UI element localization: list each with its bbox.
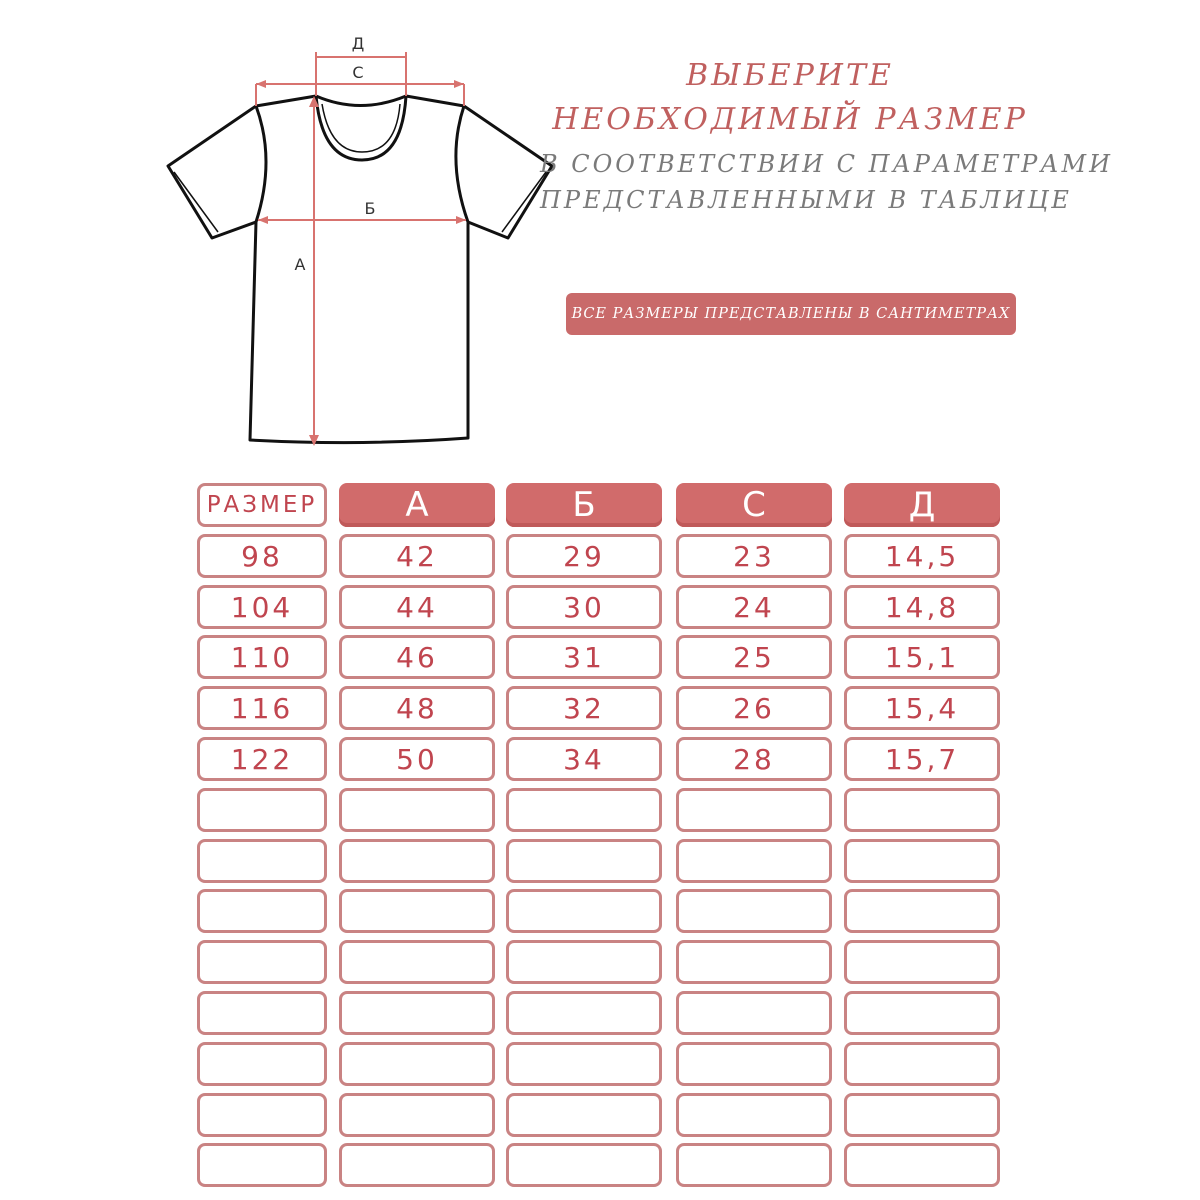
empty-cell [197, 1143, 327, 1187]
empty-cell [339, 1093, 495, 1137]
empty-cell [844, 889, 1000, 933]
tshirt-outline [168, 96, 552, 443]
measure-cell: 32 [506, 686, 662, 730]
empty-cell [339, 991, 495, 1035]
measure-cell: 30 [506, 585, 662, 629]
empty-cell [844, 1093, 1000, 1137]
size-cell: 104 [197, 585, 327, 629]
header-col-2: Б [506, 483, 662, 527]
measure-cell: 42 [339, 534, 495, 578]
empty-cell [844, 991, 1000, 1035]
empty-cell [339, 889, 495, 933]
units-note: ВСЕ РАЗМЕРЫ ПРЕДСТАВЛЕНЫ В САНТИМЕТРАХ [566, 293, 1016, 335]
empty-cell [506, 940, 662, 984]
measure-cell: 48 [339, 686, 495, 730]
empty-cell [197, 788, 327, 832]
empty-cell [197, 1042, 327, 1086]
empty-cell [197, 1093, 327, 1137]
empty-cell [197, 839, 327, 883]
empty-cell [506, 788, 662, 832]
measure-cell: 14,5 [844, 534, 1000, 578]
header-col-4: Д [844, 483, 1000, 527]
header-size-label: РАЗМЕР [197, 483, 327, 527]
empty-cell [676, 889, 832, 933]
measure-cell: 15,4 [844, 686, 1000, 730]
empty-cell [197, 991, 327, 1035]
measure-cell: 28 [676, 737, 832, 781]
header-col-3: С [676, 483, 832, 527]
empty-cell [676, 788, 832, 832]
empty-cell [506, 1143, 662, 1187]
measure-cell: 31 [506, 635, 662, 679]
empty-cell [339, 839, 495, 883]
size-cell: 122 [197, 737, 327, 781]
empty-cell [339, 940, 495, 984]
measure-cell: 24 [676, 585, 832, 629]
empty-cell [844, 839, 1000, 883]
empty-cell [676, 1042, 832, 1086]
header-col-1: А [339, 483, 495, 527]
heading-line-3: В СООТВЕТСТВИИ С ПАРАМЕТРАМИ [540, 150, 1113, 178]
empty-cell [339, 1042, 495, 1086]
measure-cell: 23 [676, 534, 832, 578]
measure-cell: 34 [506, 737, 662, 781]
measure-cell: 26 [676, 686, 832, 730]
heading-line-4: ПРЕДСТАВЛЕННЫМИ В ТАБЛИЦЕ [540, 186, 1072, 214]
empty-cell [676, 940, 832, 984]
empty-cell [339, 788, 495, 832]
measure-cell: 25 [676, 635, 832, 679]
label-b: Б [364, 199, 376, 218]
size-cell: 98 [197, 534, 327, 578]
heading-line-1: ВЫБЕРИТЕ [686, 58, 894, 93]
label-d: Д [351, 34, 365, 53]
empty-cell [506, 991, 662, 1035]
measure-cell: 50 [339, 737, 495, 781]
size-cell: 110 [197, 635, 327, 679]
empty-cell [506, 889, 662, 933]
measure-cell: 46 [339, 635, 495, 679]
measure-cell: 14,8 [844, 585, 1000, 629]
measure-cell: 44 [339, 585, 495, 629]
empty-cell [676, 1143, 832, 1187]
label-a: А [294, 255, 306, 274]
empty-cell [676, 839, 832, 883]
heading-line-2: НЕОБХОДИМЫЙ РАЗМЕР [552, 102, 1028, 137]
measure-cell: 29 [506, 534, 662, 578]
empty-cell [339, 1143, 495, 1187]
measure-cell: 15,1 [844, 635, 1000, 679]
empty-cell [844, 940, 1000, 984]
measure-cell: 15,7 [844, 737, 1000, 781]
empty-cell [844, 1143, 1000, 1187]
label-c: С [352, 63, 364, 82]
empty-cell [506, 1093, 662, 1137]
empty-cell [506, 1042, 662, 1086]
empty-cell [197, 940, 327, 984]
empty-cell [676, 991, 832, 1035]
empty-cell [506, 839, 662, 883]
empty-cell [844, 788, 1000, 832]
size-cell: 116 [197, 686, 327, 730]
empty-cell [676, 1093, 832, 1137]
empty-cell [844, 1042, 1000, 1086]
empty-cell [197, 889, 327, 933]
